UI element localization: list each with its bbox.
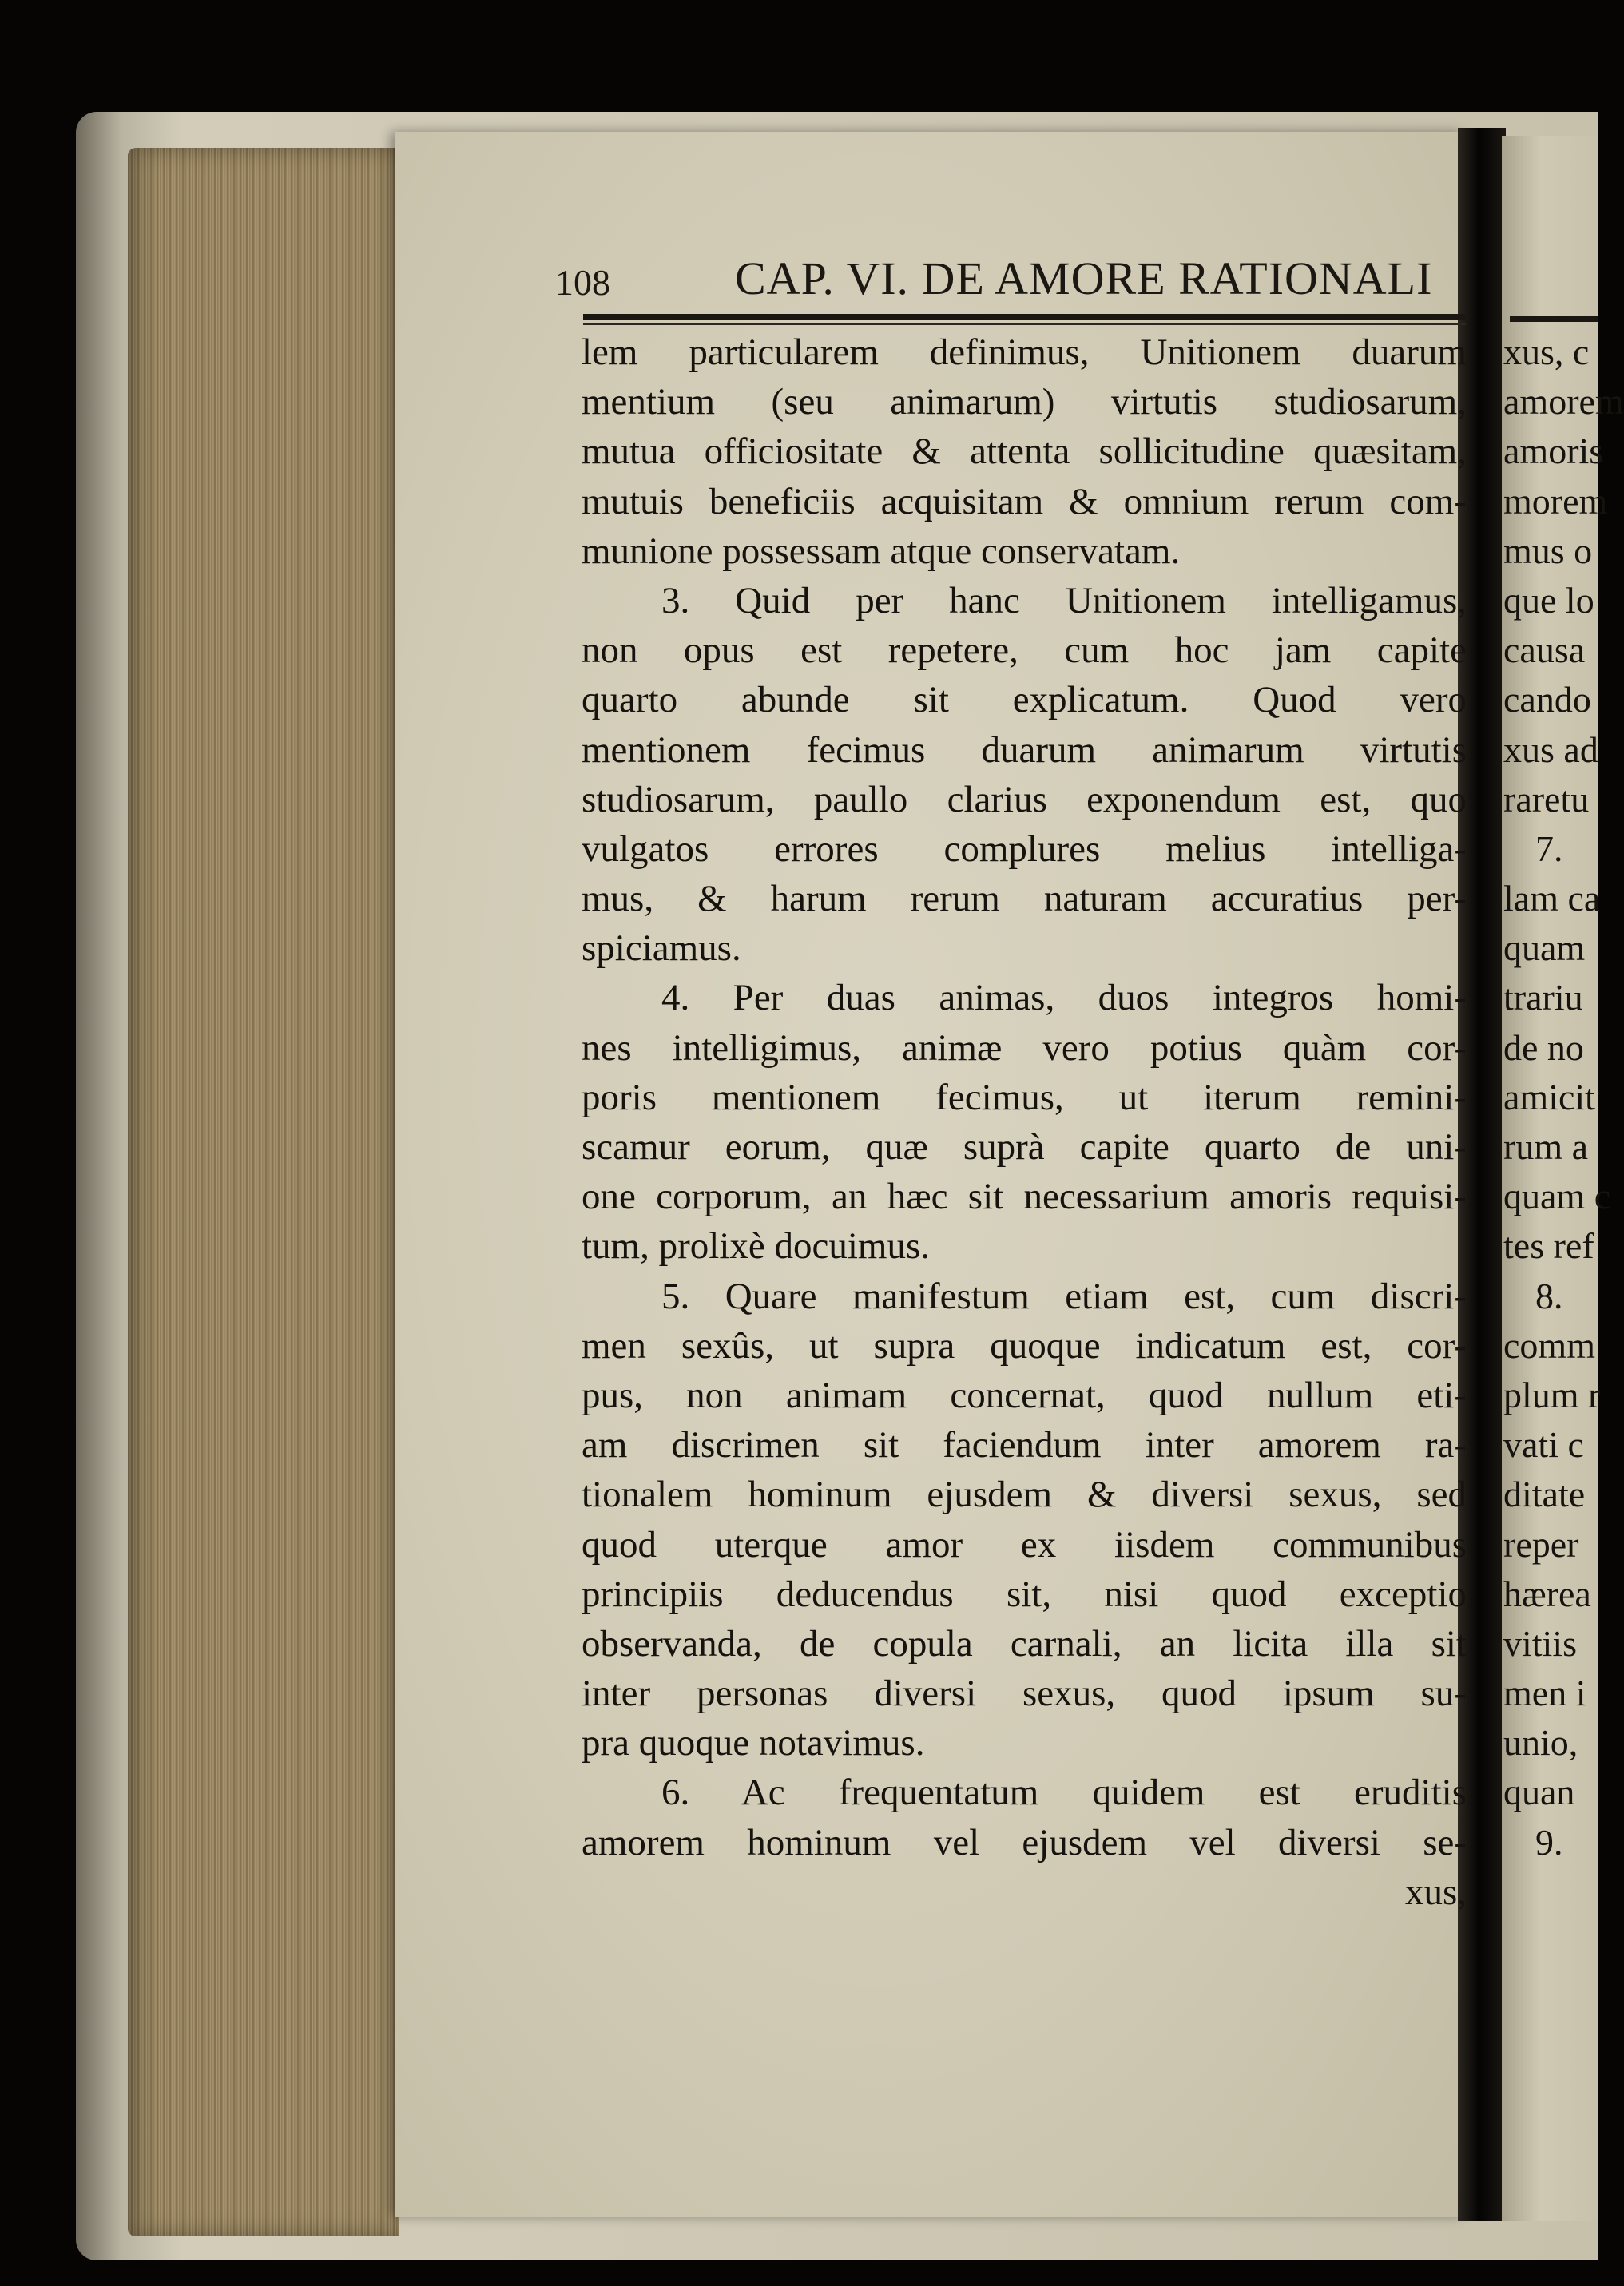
text-line: poris mentionem fecimus, ut iterum remini- (582, 1076, 1467, 1118)
facing-line: hærea (1503, 1573, 1591, 1614)
facing-page-text (1503, 327, 1624, 1867)
text-line: am discrimen sit faciendum inter amorem ra- (582, 1424, 1467, 1466)
facing-line: plum r (1503, 1374, 1601, 1415)
text-line: tum, prolixè docuimus. (582, 1225, 931, 1268)
header-rule (583, 314, 1466, 320)
text-line: men sexûs, ut supra quoque indicatum est, cor- (582, 1324, 1467, 1367)
text-line: 6. Ac frequentatum quidem est eruditis (661, 1772, 1467, 1814)
facing-line: quam c (1503, 1176, 1611, 1217)
facing-line: de no (1503, 1026, 1584, 1068)
facing-line: que lo (1503, 579, 1594, 621)
facing-line: mus o (1503, 530, 1593, 571)
facing-line: cando (1503, 679, 1591, 720)
facing-line: amorem (1503, 381, 1624, 423)
text-line: 5. Quare manifestum etiam est, cum discri- (661, 1275, 1467, 1317)
facing-line: quam (1503, 927, 1586, 969)
facing-line: rum a (1503, 1126, 1589, 1167)
page-edges (128, 148, 399, 2236)
text-line: inter personas diversi sexus, quod ipsum su- (582, 1673, 1467, 1715)
text-line: vulgatos errores complures melius intelliga- (582, 827, 1467, 870)
facing-line: 8. (1535, 1275, 1563, 1316)
text-line: mutuis beneficiis acquisitam & omnium rerum com- (582, 480, 1467, 522)
facing-line: xus, c (1503, 331, 1590, 372)
facing-line: xus ad (1503, 728, 1598, 770)
facing-line: vitiis (1503, 1622, 1578, 1664)
text-line: munione possessam atque conservatam. (582, 530, 1181, 572)
facing-line: unio, (1503, 1722, 1578, 1764)
text-line: 3. Quid per hanc Unitionem intelligamus, (661, 579, 1467, 621)
facing-line: comm (1503, 1324, 1595, 1366)
text-line: non opus est repetere, cum hoc jam capite (582, 629, 1467, 672)
text-line: lem particularem definimus, Unitionem duarum (582, 331, 1467, 373)
facing-line: men i (1503, 1673, 1586, 1714)
facing-line: quan (1503, 1772, 1575, 1813)
text-line: quarto abunde sit explicatum. Quod vero (582, 679, 1467, 721)
text-line: amorem hominum vel ejusdem vel diversi se- (582, 1821, 1467, 1863)
facing-line: causa (1503, 629, 1586, 671)
facing-line: raretu (1503, 778, 1590, 820)
text-line: scamur eorum, quæ suprà capite quarto de uni- (582, 1126, 1467, 1168)
text-line: principiis deducendus sit, nisi quod exceptio (582, 1573, 1467, 1615)
facing-line: ditate (1503, 1474, 1586, 1515)
text-line: nes intelligimus, animæ vero potius quàm cor- (582, 1026, 1467, 1069)
text-line: one corporum, an hæc sit necessarium amoris requisi- (582, 1176, 1467, 1218)
facing-line: amicit (1503, 1076, 1595, 1117)
text-line: mutua officiositate & attenta sollicitudine quæsitam, (582, 431, 1467, 473)
text-line: observanda, de copula carnali, an licita illa sit (582, 1622, 1467, 1665)
running-head (555, 252, 1470, 316)
header-rule-thin (583, 323, 1466, 325)
facing-line: trariu (1503, 977, 1583, 1018)
text-line: pus, non animam concernat, quod nullum eti- (582, 1374, 1467, 1416)
text-line: mus, & harum rerum naturam accuratius per- (582, 878, 1467, 920)
chapter-title: CAP. VI. DE AMORE RATIONALI (735, 252, 1433, 304)
facing-line: 7. (1535, 827, 1563, 869)
facing-line: amoris (1503, 431, 1604, 472)
page-number: 108 (555, 262, 610, 303)
text-line: pra quoque notavimus. (582, 1722, 925, 1764)
text-line: tionalem hominum ejusdem & diversi sexus, sed (582, 1474, 1467, 1516)
facing-line: vati c (1503, 1424, 1584, 1466)
facing-line: tes ref (1503, 1225, 1594, 1267)
catchword: xus, (1404, 1871, 1467, 1913)
body-text (582, 327, 1467, 1917)
text-line: spiciamus. (582, 927, 741, 970)
facing-line: lam ca (1503, 878, 1601, 919)
facing-line: morem (1503, 480, 1608, 522)
text-line: mentium (seu animarum) virtutis studiosarum, (582, 381, 1467, 423)
facing-header-rule (1510, 316, 1598, 322)
text-line: mentionem fecimus duarum animarum virtutis (582, 728, 1467, 771)
text-line: studiosarum, paullo clarius exponendum est, quo (582, 778, 1467, 820)
text-line: quod uterque amor ex iisdem communibus (582, 1523, 1467, 1566)
facing-line: reper (1503, 1523, 1579, 1565)
text-line: 4. Per duas animas, duos integros homi- (661, 977, 1467, 1019)
facing-line: 9. (1535, 1821, 1563, 1863)
